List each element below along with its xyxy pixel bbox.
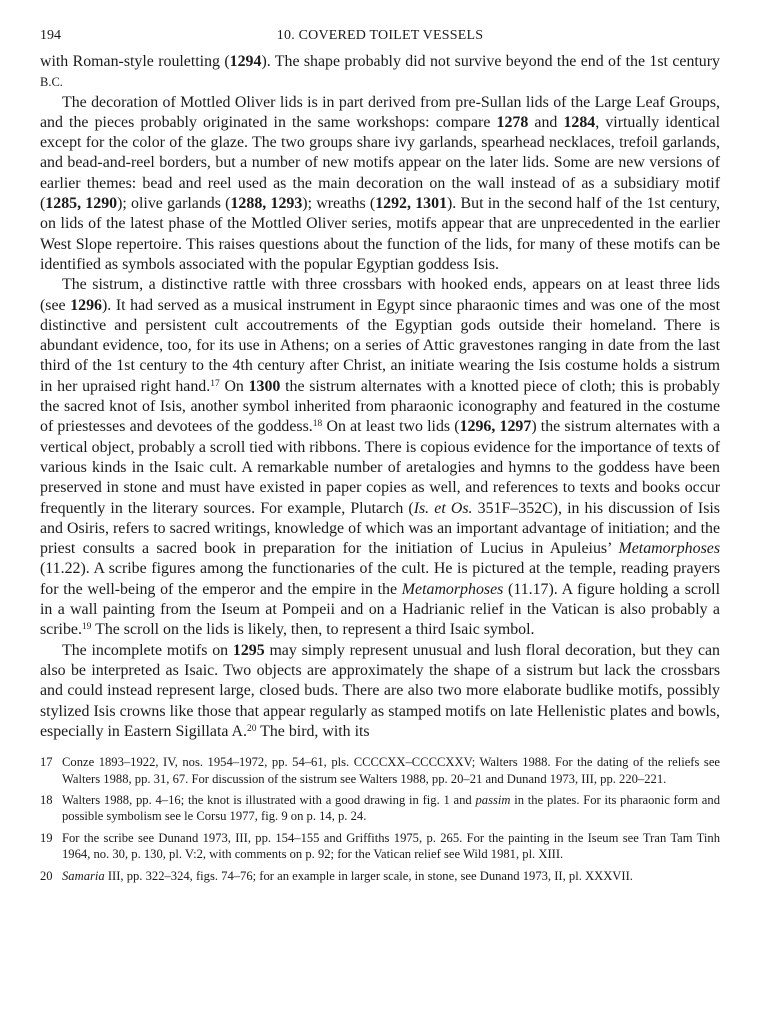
text-run: The incomplete motifs on bbox=[62, 641, 233, 659]
text-run: may simply represent unusual and lush floral decoration, but they can also be interpreted as Isaic. Two objects are approximately the shape of a sistrum but lack the crossbars and could instead represent large, closed buds. There are also two more elaborate budlike motifs, possibly stylized Isis crowns like those that appear regularly as stamped motifs on late Hellenistic plates and bowls, especially in Eastern Sigillata A. bbox=[40, 641, 720, 740]
body-paragraph bbox=[40, 93, 720, 276]
text-run: the sistrum alternates with a knotted piece of cloth; this is probably the sacred knot of Isis, another symbol inherited from pharaonic iconography and featured in the costume of priestesses and devotees of the goddess. bbox=[40, 377, 721, 436]
text-run: The scroll on the lids is likely, then, to represent a third Isaic symbol. bbox=[91, 621, 535, 639]
text-run: The decoration of Mottled Oliver lids is in part derived from pre-Sullan lids of the Large Leaf Groups, and the pieces probably originated in the same workshops: compare bbox=[40, 93, 720, 131]
text-run: For the scribe see Dunand 1973, III, pp. 154–155 and Griffiths 1975, p. 265. For the painting in the Iseum see Tran Tam Tinh 1964, no. 30, p. 130, pl. V:2, with comments on p. 92; for the Vatican relief see Wild 1981, pl. XIII. bbox=[62, 830, 720, 862]
footnote-number: 20 bbox=[40, 868, 53, 883]
italic-title: Metamorphoses bbox=[401, 580, 504, 598]
footnote-ref: 20 bbox=[246, 723, 257, 734]
italic-title: Metamorphoses bbox=[618, 540, 720, 558]
text-run: Walters 1988, pp. 4–16; the knot is illustrated with a good drawing in fig. 1 and bbox=[62, 792, 476, 807]
catalogue-number: 1285, 1290 bbox=[45, 195, 118, 213]
text-run: On bbox=[219, 377, 249, 395]
body-paragraph bbox=[40, 641, 720, 742]
catalogue-number: 1296 bbox=[70, 296, 102, 314]
footnote bbox=[40, 754, 720, 787]
italic-title: passim bbox=[475, 792, 511, 807]
text-run: The sistrum, a distinctive rattle with three crossbars with hooked ends, appears on at least three lids (see bbox=[40, 276, 720, 314]
catalogue-number: 1284 bbox=[563, 113, 596, 131]
text-run: ). But in the second half of the 1st century, on lids of the latest phase of the Mottled Oliver series, motifs appear that are unprecedented in the earlier West Slope repertoire. This raises questions about the function of the lids, for many of these motifs can be identified as symbols associated with the popular Egyptian goddess Isis. bbox=[40, 195, 720, 273]
text-run: , virtually identical except for the color of the glaze. The two groups share ivy garlands, spearhead necklaces, trefoil garlands, and bead-and-reel borders, but a number of new motifs appear on the later lids. Some are new versions of earlier themes: bead and reel used as the main decoration on the wall instead of as a subsidiary motif ( bbox=[40, 113, 720, 213]
footnote-number: 18 bbox=[40, 792, 53, 807]
body-paragraph bbox=[40, 52, 720, 93]
italic-title: Is. et Os. bbox=[413, 499, 473, 517]
footnote-ref: 19 bbox=[81, 622, 92, 633]
catalogue-number: 1292, 1301 bbox=[375, 195, 448, 213]
text-run: 351F–352C), in his discussion of Isis and Osiris, refers to sacred writings, knowledge of which was an important advantage of initiation; and the priest consults a sacred book in preparation for the initiation of Lucius in Apuleius’ bbox=[40, 499, 720, 558]
body-text bbox=[40, 52, 720, 742]
text-run: ); olive garlands ( bbox=[117, 195, 231, 213]
text-run: On at least two lids ( bbox=[322, 418, 460, 436]
footnote-number: 17 bbox=[40, 755, 53, 770]
catalogue-number: 1278 bbox=[496, 113, 529, 131]
text-run: with Roman-style rouletting ( bbox=[40, 53, 230, 70]
text-run: ). It had served as a musical instrument in Egypt since pharaonic times and was one of the most distinctive and persistent cult accoutrements of the Egyptian gods outside their homeland. There is abundant evidence, too, for its use in Athens; on a series of Attic gravestones ranging in date from the last third of the 1st century to the 4th century after Christ, an initiate wearing the Isis costume holds a sistrum in her upraised right hand. bbox=[40, 296, 720, 395]
catalogue-number: 1288, 1293 bbox=[230, 195, 303, 213]
body-paragraph bbox=[40, 275, 720, 640]
footnote-ref: 18 bbox=[312, 419, 323, 430]
catalogue-number: 1295 bbox=[232, 641, 265, 659]
text-run: (11.22). A scribe figures among the functionaries of the cult. He is pictured at the temple, reading prayers for the well-being of the emperor and the empire in the bbox=[40, 560, 720, 598]
text-run: and bbox=[528, 113, 564, 131]
catalogue-number: 1294 bbox=[229, 53, 262, 70]
text-run: (11.17). A figure holding a scroll in a wall painting from the Iseum at Pompeii and on a Hadrianic relief in the Vatican is also probably a scribe. bbox=[40, 580, 721, 639]
footnote bbox=[40, 868, 720, 884]
footnote bbox=[40, 792, 720, 825]
footnote bbox=[40, 830, 720, 863]
page bbox=[40, 28, 720, 889]
running-head: 10. COVERED TOILET VESSELS bbox=[276, 28, 484, 43]
page-header bbox=[40, 28, 720, 52]
text-run: ). The shape probably did not survive beyond the end of the 1st century bbox=[261, 53, 720, 70]
text-run: B.C. bbox=[40, 75, 63, 90]
footnote-ref: 17 bbox=[210, 378, 220, 389]
page-number: 194 bbox=[40, 28, 61, 43]
footnote-number: 19 bbox=[40, 830, 53, 845]
text-run: The bird, with its bbox=[256, 722, 370, 740]
text-run: Conze 1893–1922, IV, nos. 1954–1972, pp. 54–61, pls. CCCCXX–CCCCXXV; Walters 1988. For the dating of the reliefs see Walters 1988, pp. 31, 67. For discussion of the sistrum see Walters 1988, pp. 20–21 and Dunand 1973, III, pp. 220–221. bbox=[62, 755, 720, 786]
footnotes bbox=[40, 754, 720, 884]
text-run: in the plates. For its pharaonic form and possible symbolism see le Corsu 1977, fig. 9 on p. 14, p. 24. bbox=[62, 792, 720, 824]
catalogue-number: 1300 bbox=[248, 377, 281, 395]
text-run: ); wreaths ( bbox=[302, 195, 376, 213]
text-run: III, pp. 322–324, figs. 74–76; for an example in larger scale, in stone, see Dunand 1973, II, pl. XXXVII. bbox=[104, 868, 633, 883]
italic-title: Samaria bbox=[62, 868, 105, 883]
catalogue-number: 1296, 1297 bbox=[459, 418, 532, 436]
text-run: ) the sistrum alternates with a vertical object, probably a scroll tied with ribbons. There is copious evidence for the importance of texts of various kinds in the Isaic cult. A remarkable number of aretalogies and hymns to the goddess have been preserved in stone and must have existed in paper copies as well, and references to texts and books occur frequently in the literary sources. For example, Plutarch ( bbox=[40, 418, 720, 517]
